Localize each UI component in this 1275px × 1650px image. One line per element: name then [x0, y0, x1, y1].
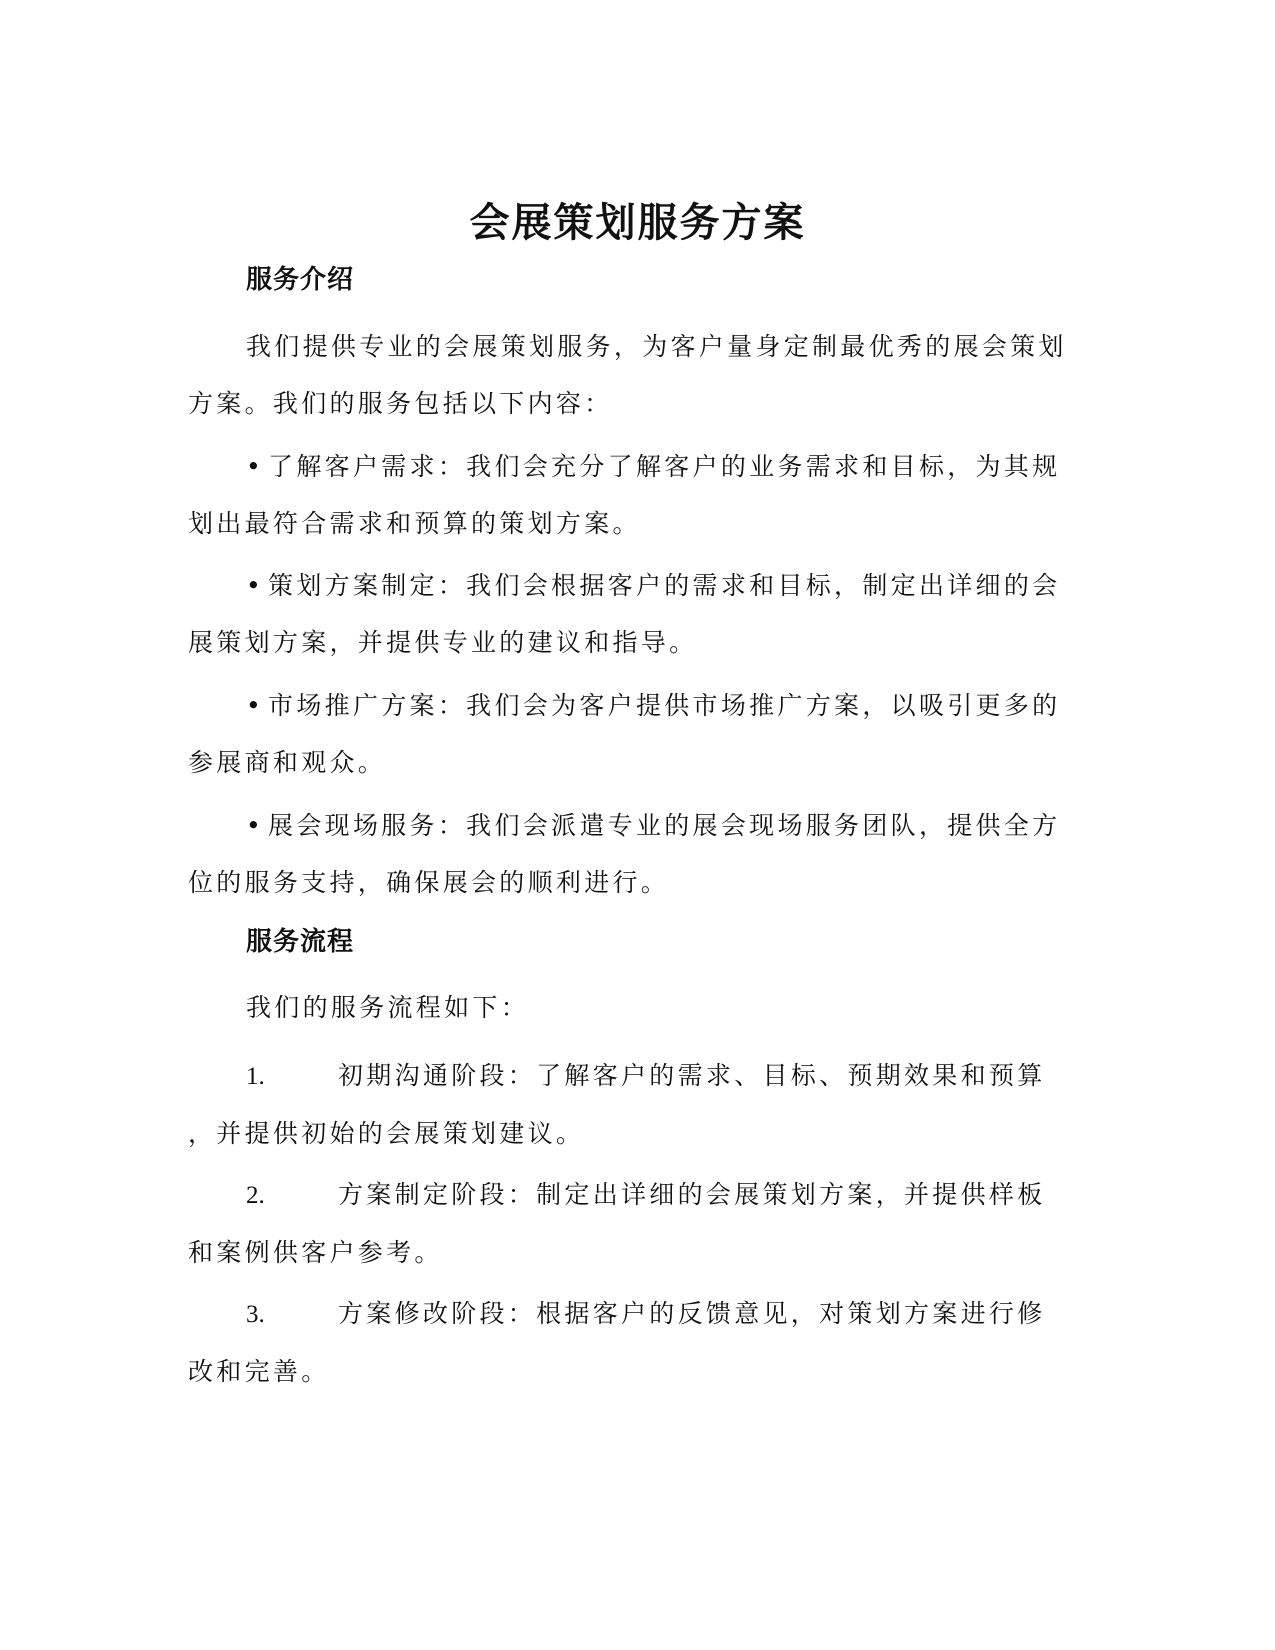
step-text: 初期沟通阶段：了解客户的需求、目标、预期效果和预算 — [338, 1061, 1046, 1090]
numbered-step-first-line — [188, 1285, 1073, 1343]
step-number: 3. — [246, 1301, 265, 1328]
step-text: 方案制定阶段：制定出详细的会展策划方案，并提供样板 — [338, 1180, 1046, 1209]
numbered-step-continuation: ，并提供初始的会展策划建议。 — [188, 1119, 585, 1148]
intro-paragraph: 我们提供专业的会展策划服务，为客户量身定制最优秀的展会策划方案。我们的服务包括以下内容： — [188, 332, 1067, 418]
numbered-step — [188, 1285, 1073, 1400]
numbered-step-first-line — [188, 1047, 1073, 1105]
bullet-icon: • — [246, 571, 265, 600]
numbered-step-continuation: 和案例供客户参考。 — [188, 1238, 443, 1267]
step-text: 方案修改阶段：根据客户的反馈意见，对策划方案进行修 — [338, 1299, 1046, 1328]
bullet-icon: • — [246, 452, 265, 481]
numbered-step — [188, 1047, 1073, 1162]
bullet-text: 展会现场服务：我们会派遣专业的展会现场服务团队，提供全方位的服务支持，确保展会的顺利进行。 — [188, 811, 1061, 897]
bullet-item — [188, 797, 1073, 911]
bullet-item — [188, 677, 1073, 791]
numbered-step-first-line — [188, 1166, 1073, 1224]
bullet-item — [188, 438, 1073, 552]
flow-intro-paragraph: 我们的服务流程如下： — [246, 993, 530, 1022]
section-heading-service-flow: 服务流程 — [246, 927, 355, 957]
step-number: 2. — [246, 1182, 265, 1209]
document-title: 会展策划服务方案 — [469, 200, 806, 246]
bullet-text: 了解客户需求：我们会充分了解客户的业务需求和目标，为其规划出最符合需求和预算的策划方案。 — [188, 452, 1061, 538]
bullet-icon: • — [246, 811, 265, 840]
step-number: 1. — [246, 1063, 265, 1090]
bullet-text: 市场推广方案：我们会为客户提供市场推广方案，以吸引更多的参展商和观众。 — [188, 691, 1061, 777]
bullet-text: 策划方案制定：我们会根据客户的需求和目标，制定出详细的会展策划方案，并提供专业的建议和指导。 — [188, 571, 1061, 657]
numbered-step — [188, 1166, 1073, 1281]
numbered-step-continuation: 改和完善。 — [188, 1357, 330, 1386]
bullet-icon: • — [246, 691, 265, 720]
bullet-item — [188, 557, 1073, 671]
section-heading-service-intro: 服务介绍 — [246, 265, 355, 295]
